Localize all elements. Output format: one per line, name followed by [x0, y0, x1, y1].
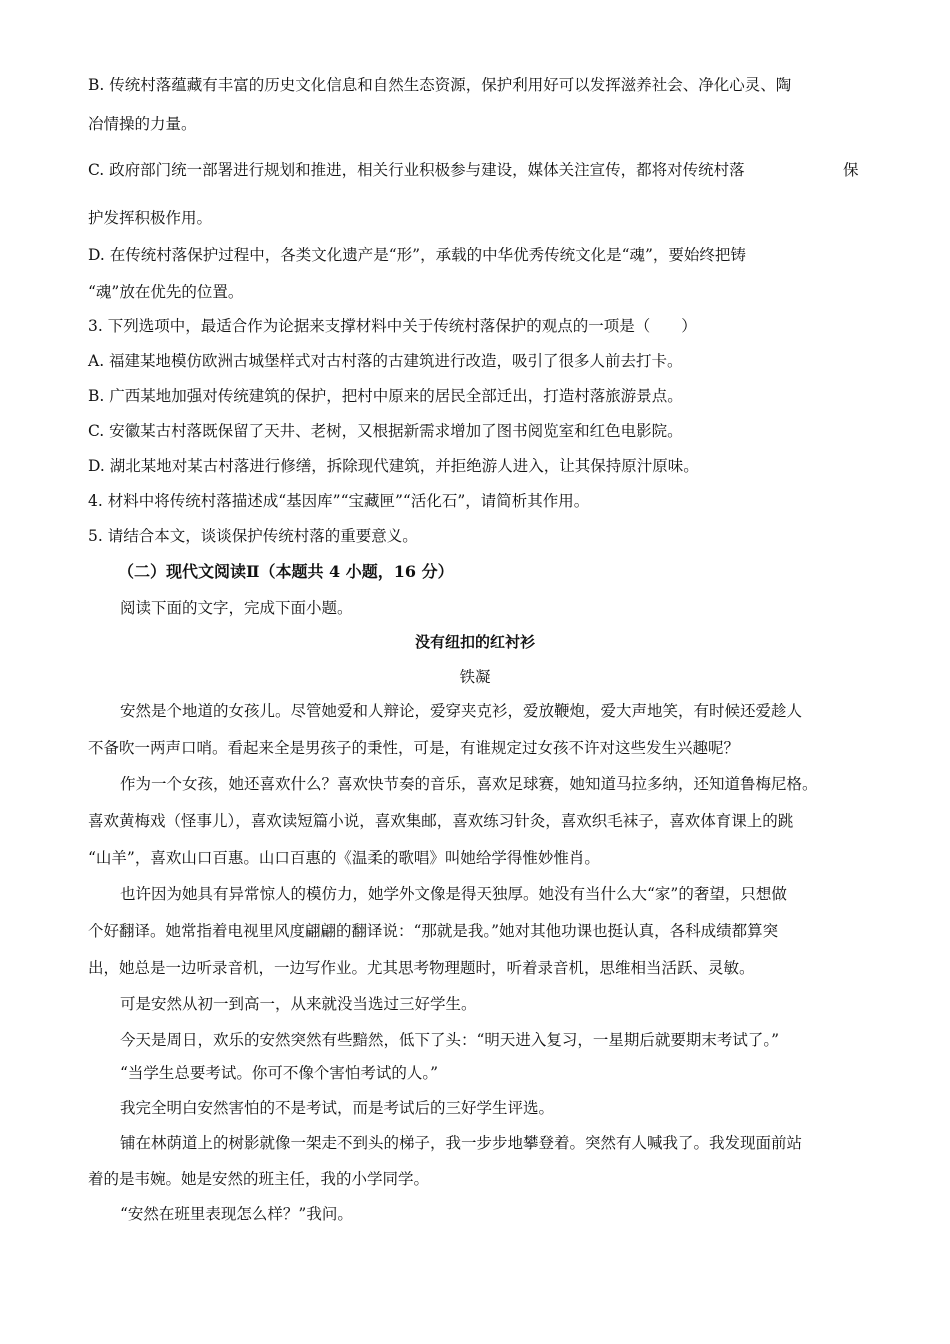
option-c-line1-end: 保: [843, 161, 859, 179]
option-b-line2: 冶情操的力量。: [88, 115, 197, 133]
story-line: 不备吹一两声口哨。看起来全是男孩子的秉性，可是，有谁规定过女孩不许对这些发生兴趣呢？: [88, 739, 740, 757]
story-line: “当学生总要考试。你可不像个害怕考试的人。”: [120, 1064, 439, 1082]
option-d-line2: “魂”放在优先的位置。: [88, 283, 244, 301]
story-line: 个好翻译。她常指着电视里风度翩翩的翻译说：“那就是我。”她对其他功课也挺认真，各科成绩都算突: [88, 922, 779, 940]
question3-stem: 3. 下列选项中，最适合作为论据来支撑材料中关于传统村落保护的观点的一项是（ ）: [88, 317, 697, 335]
question4: 4. 材料中将传统村落描述成“基因库”“宝藏匣”“活化石”，请简析其作用。: [88, 492, 590, 510]
story-line: 安然是个地道的女孩儿。尽管她爱和人辩论，爱穿夹克衫，爱放鞭炮，爱大声地笑，有时候还爱趁人: [120, 702, 803, 720]
option-d-line1: D. 在传统村落保护过程中，各类文化遗产是“形”，承载的中华优秀传统文化是“魂”，要始终把铸: [88, 246, 746, 264]
question3-option-d: D. 湖北某地对某古村落进行修缮，拆除现代建筑，并拒绝游人进入，让其保持原汁原味。: [88, 457, 699, 475]
question3-option-b: B. 广西某地加强对传统建筑的保护，把村中原来的居民全部迁出，打造村落旅游景点。: [88, 387, 683, 405]
story-line: 也许因为她具有异常惊人的模仿力，她学外文像是得天独厚。她没有当什么大“家”的奢望，只想做: [120, 885, 787, 903]
story-title: 没有纽扣的红衬衫: [414, 633, 535, 651]
option-b-line1: B. 传统村落蕴藏有丰富的历史文化信息和自然生态资源，保护利用好可以发挥滋养社会、净化心灵、陶: [88, 76, 792, 94]
story-line: “山羊”，喜欢山口百惠。山口百惠的《温柔的歌唱》叫她给学得惟妙惟肖。: [88, 849, 600, 867]
story-author: 铁凝: [459, 668, 491, 686]
story-line: 今天是周日，欢乐的安然突然有些黯然，低下了头：“明天进入复习，一星期后就要期末考试了。”: [120, 1031, 780, 1049]
story-line: 作为一个女孩，她还喜欢什么？喜欢快节奏的音乐，喜欢足球赛，她知道马拉多纳，还知道鲁梅尼格。: [120, 775, 818, 793]
question5: 5. 请结合本文，谈谈保护传统村落的重要意义。: [88, 527, 418, 545]
story-line: 铺在林荫道上的树影就像一架走不到头的梯子，我一步步地攀登着。突然有人喊我了。我发现面前站: [120, 1134, 803, 1152]
section-instruction: 阅读下面的文字，完成下面小题。: [120, 599, 353, 617]
story-line: 我完全明白安然害怕的不是考试，而是考试后的三好学生评选。: [120, 1099, 555, 1117]
option-c-line2: 护发挥积极作用。: [88, 209, 213, 227]
section-heading: （二）现代文阅读Ⅱ（本题共 4 小题，16 分）: [118, 562, 454, 581]
story-line: 喜欢黄梅戏（怪事儿），喜欢读短篇小说，喜欢集邮，喜欢练习针灸，喜欢织毛袜子，喜欢体育课上的跳: [88, 812, 794, 830]
story-line: “安然在班里表现怎么样？”我问。: [120, 1205, 353, 1223]
story-line: 可是安然从初一到高一，从来就没当选过三好学生。: [120, 995, 477, 1013]
question3-option-c: C. 安徽某古村落既保留了天井、老树，又根据新需求增加了图书阅览室和红色电影院。: [88, 422, 683, 440]
question3-option-a: A. 福建某地模仿欧洲古城堡样式对古村落的古建筑进行改造，吸引了很多人前去打卡。: [88, 352, 683, 370]
story-line: 出，她总是一边听录音机，一边写作业。尤其思考物理题时，听着录音机，思维相当活跃、灵敏。: [88, 959, 755, 977]
option-c-line1: C. 政府部门统一部署进行规划和推进，相关行业积极参与建设，媒体关注宣传，都将对传统村落: [88, 161, 745, 179]
story-line: 着的是韦婉。她是安然的班主任，我的小学同学。: [88, 1170, 430, 1188]
